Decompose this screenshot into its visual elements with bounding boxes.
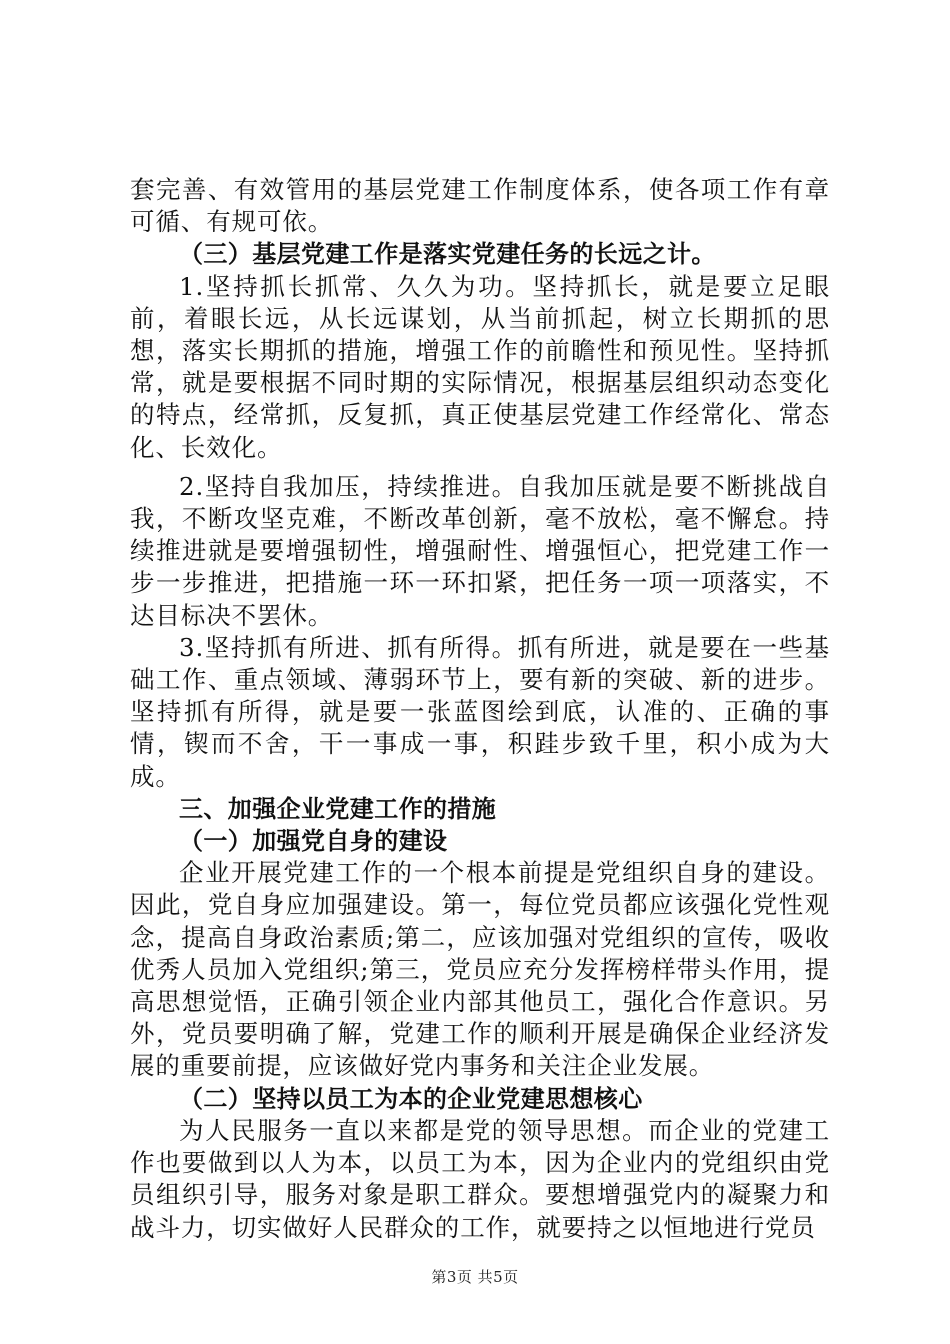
paragraph-continuation: 套完善、有效管用的基层党建工作制度体系，使各项工作有章可循、有规可依。 — [130, 175, 830, 237]
paragraph-point-2: 2.坚持自我加压，持续推进。自我加压就是要不断挑战自我，不断攻坚克难，不断改革创新，毫不放松，毫不懈怠。持续推进就是要增强韧性，增强耐性、增强恒心，把党建工作一步一步推进，把措施一环一环扣紧，把任务一项一项落实，不达目标决不罢休。 — [130, 471, 830, 630]
subheading-employee-centered: （二）坚持以员工为本的企业党建思想核心 — [179, 1084, 643, 1113]
paragraph-point-1: 1.坚持抓长抓常、久久为功。坚持抓长，就是要立足眼前，着眼长远，从长远谋划，从当前抓起，树立长期抓的思想，落实长期抓的措施，增强工作的前瞻性和预见性。坚持抓常，就是要根据不同时期的实际情况，根据基层组织动态变化的特点，经常抓，反复抓，真正使基层党建工作经常化、常态化、长效化。 — [130, 271, 830, 462]
document-body — [130, 174, 830, 1244]
page-number-footer: 第3页 共5页 — [431, 1268, 519, 1286]
paragraph-employee-centered: 为人民服务一直以来都是党的领导思想。而企业的党建工作也要做到以人为本，以员工为本，因为企业内的党组织由党员组织引导，服务对象是职工群众。要想增强党内的凝聚力和战斗力，切实做好人民群众的工作，就要持之以恒地进行党员 — [130, 1115, 830, 1242]
subheading-party-self-building: （一）加强党自身的建设 — [179, 827, 448, 856]
paragraph-self-building: 企业开展党建工作的一个根本前提是党组织自身的建设。因此，党自身应加强建设。第一，每位党员都应该强化党性观念，提高自身政治素质;第二，应该加强对党组织的宣传，吸收优秀人员加入党组织;第三，党员应充分发挥榜样带头作用，提高思想觉悟，正确引领企业内部其他员工，强化合作意识。另外，党员要明确了解，党建工作的顺利开展是确保企业经济发展的重要前提，应该做好党内事务和关注企业发展。 — [130, 858, 830, 1081]
paragraph-point-3: 3.坚持抓有所进、抓有所得。抓有所进，就是要在一些基础工作、重点领域、薄弱环节上，要有新的突破、新的进步。坚持抓有所得，就是要一张蓝图绘到底，认准的、正确的事情，锲而不舍，干一事成一事，积跬步致千里，积小成为大成。 — [130, 632, 830, 791]
section-heading-measures: 三、加强企业党建工作的措施 — [179, 794, 497, 823]
subheading-long-term-plan: （三）基层党建工作是落实党建任务的长远之计。 — [179, 240, 716, 269]
